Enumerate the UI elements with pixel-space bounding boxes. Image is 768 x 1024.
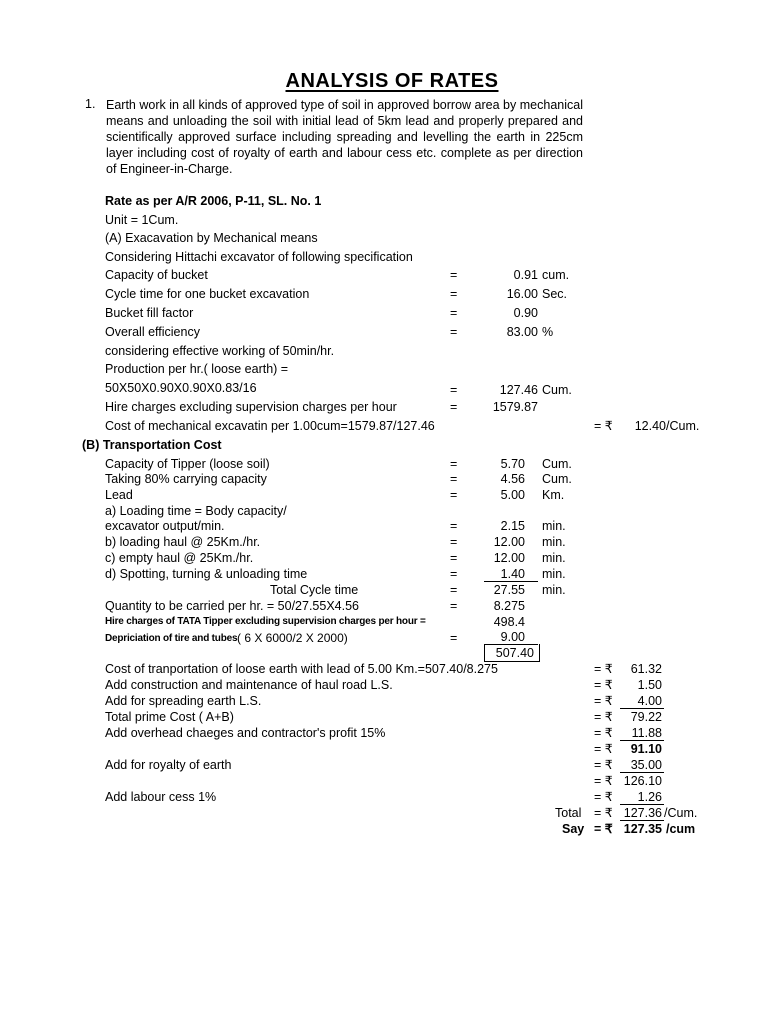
fill-factor-label: Bucket fill factor — [105, 306, 194, 320]
section-b-heading: (B) Transportation Cost — [82, 438, 222, 452]
hire-charges-label: Hire charges excluding supervision charges per hour — [105, 400, 397, 414]
efficiency-unit: % — [542, 325, 554, 339]
tata-hire-value: 498.4 — [493, 615, 525, 629]
overhead-value: 11.88 — [631, 726, 662, 740]
loading-time-label: a) Loading time = Body capacity/ — [105, 504, 287, 518]
equals-sign: = — [450, 583, 458, 597]
equals-sign: = — [450, 535, 458, 549]
total-cycle-value: 27.55 — [493, 583, 525, 597]
summary-rule — [620, 772, 664, 773]
total-unit: /Cum. — [664, 806, 698, 820]
transport-cost-label: Cost of tranportation of loose earth with lead of 5.00 Km.=507.40/8.275 — [105, 662, 498, 676]
bucket-capacity-value: 0.91 — [513, 268, 538, 282]
rupee-sign: = ₹ — [594, 678, 613, 692]
loading-time-label-2: excavator output/min. — [105, 519, 225, 533]
equals-sign: = — [450, 268, 458, 282]
equals-sign: = — [450, 519, 458, 533]
total-value: 127.36 — [623, 806, 662, 820]
bucket-capacity-unit: cum. — [542, 268, 570, 282]
tipper-capacity-value: 5.70 — [500, 457, 525, 471]
equals-sign: = — [450, 599, 458, 613]
hire-sum-value: 507.40 — [495, 646, 534, 660]
spreading-value: 4.00 — [637, 694, 662, 708]
rupee-sign: = ₹ — [594, 662, 613, 676]
haul-road-label: Add construction and maintenance of haul road L.S. — [105, 678, 393, 692]
item-number: 1. — [85, 97, 96, 111]
quantity-label: Quantity to be carried per hr. = 50/27.55X4.56 — [105, 599, 359, 613]
cycle-time-label: Cycle time for one bucket excavation — [105, 287, 310, 301]
royalty-value: 35.00 — [630, 758, 662, 772]
production-unit: Cum. — [542, 383, 572, 397]
haul-road-value: 1.50 — [637, 678, 662, 692]
spreading-label: Add for spreading earth L.S. — [105, 694, 262, 708]
overhead-label: Add overhead chaeges and contractor's profit 15% — [105, 726, 386, 740]
cycle-time-value: 16.00 — [506, 287, 538, 301]
efficiency-label: Overall efficiency — [105, 325, 200, 339]
equals-sign: = — [450, 472, 458, 486]
fill-factor-value: 0.90 — [513, 306, 538, 320]
cycle-sum-rule — [484, 581, 538, 582]
excavation-cost-label: Cost of mechanical excavatin per 1.00cum=1579.87/127.46 — [105, 419, 435, 433]
rupee-sign: = ₹ — [594, 419, 613, 433]
equals-sign: = — [450, 383, 458, 397]
depreciation-value: 9.00 — [500, 630, 525, 644]
equals-sign: = — [450, 400, 458, 414]
production-formula: 50X50X0.90X0.90X0.83/16 — [105, 381, 257, 395]
transport-cost-value: 61.32 — [630, 662, 662, 676]
rupee-sign: = ₹ — [594, 822, 613, 836]
excavation-cost-unit: /Cum. — [666, 419, 700, 433]
loading-time-unit: min. — [542, 519, 566, 533]
summary-rule — [620, 708, 664, 709]
rupee-sign: = ₹ — [594, 710, 613, 724]
page-title — [0, 70, 768, 93]
rupee-sign: = ₹ — [594, 742, 613, 756]
equals-sign: = — [450, 567, 458, 581]
equals-sign: = — [450, 306, 458, 320]
lead-label: Lead — [105, 488, 133, 502]
loading-haul-value: 12.00 — [493, 535, 525, 549]
depreciation-label: Depriciation of tire and tubes — [105, 633, 238, 644]
loading-haul-label: b) loading haul @ 25Km./hr. — [105, 535, 261, 549]
royalty-label: Add for royalty of earth — [105, 758, 232, 772]
excavation-cost-value: 12.40 — [634, 419, 666, 433]
bucket-capacity-label: Capacity of bucket — [105, 268, 208, 282]
production-value: 127.46 — [499, 383, 538, 397]
hire-charges-value: 1579.87 — [492, 400, 538, 414]
say-value: 127.35 — [623, 822, 662, 836]
rupee-sign: = ₹ — [594, 694, 613, 708]
tipper-capacity-label: Capacity of Tipper (loose soil) — [105, 457, 270, 471]
lead-value: 5.00 — [500, 488, 525, 502]
subtotal-2-value: 126.10 — [623, 774, 662, 788]
empty-haul-label: c) empty haul @ 25Km./hr. — [105, 551, 254, 565]
tata-hire-label: Hire charges of TATA Tipper excluding supervision charges per hour = — [105, 616, 426, 627]
equals-sign: = — [450, 325, 458, 339]
rate-reference: Rate as per A/R 2006, P-11, SL. No. 1 — [105, 194, 322, 208]
quantity-value: 8.275 — [493, 599, 525, 613]
rupee-sign: = ₹ — [594, 774, 613, 788]
subtotal-value: 91.10 — [630, 742, 662, 756]
say-label: Say — [562, 822, 585, 836]
say-unit: /cum — [666, 822, 696, 836]
item-description: Earth work in all kinds of approved type of soil in approved borrow area by mechanical means and unloading the soil with initial lead of 5km lead and properly prepared and scientifically approved surface including spreading and levelling the earth in 225cm layer including cost of royalty of earth and labour cess etc. complete as per direction of Engineer-in-Charge. — [106, 98, 583, 176]
equals-sign: = — [450, 488, 458, 502]
section-a-heading: (A) Exacavation by Mechanical means — [105, 231, 318, 245]
spotting-value: 1.40 — [500, 567, 525, 581]
section-a-intro: Considering Hittachi excavator of following specification — [105, 250, 413, 264]
carrying-capacity-value: 4.56 — [500, 472, 525, 486]
labour-cess-value: 1.26 — [637, 790, 662, 804]
empty-haul-unit: min. — [542, 551, 566, 565]
equals-sign: = — [450, 551, 458, 565]
carrying-capacity-unit: Cum. — [542, 472, 572, 486]
empty-haul-value: 12.00 — [493, 551, 525, 565]
lead-unit: Km. — [542, 488, 565, 502]
equals-sign: = — [450, 287, 458, 301]
rupee-sign: = ₹ — [594, 806, 613, 820]
spotting-unit: min. — [542, 567, 566, 581]
equals-sign: = — [450, 457, 458, 471]
rupee-sign: = ₹ — [594, 790, 613, 804]
labour-cess-label: Add labour cess 1% — [105, 790, 217, 804]
loading-haul-unit: min. — [542, 535, 566, 549]
depreciation-formula: ( 6 X 6000/2 X 2000) — [237, 631, 348, 645]
prime-cost-value: 79.22 — [630, 710, 662, 724]
efficiency-value: 83.00 — [506, 325, 538, 339]
unit-line: Unit = 1Cum. — [105, 213, 179, 227]
total-rule — [620, 820, 664, 821]
rupee-sign: = ₹ — [594, 758, 613, 772]
summary-rule — [620, 740, 664, 741]
total-label: Total — [555, 806, 582, 820]
total-cycle-label: Total Cycle time — [270, 583, 359, 597]
rupee-sign: = ₹ — [594, 726, 613, 740]
working-note: considering effective working of 50min/hr. — [105, 344, 335, 358]
production-label: Production per hr.( loose earth) = — [105, 362, 289, 376]
tipper-capacity-unit: Cum. — [542, 457, 572, 471]
loading-time-value: 2.15 — [500, 519, 525, 533]
carrying-capacity-label: Taking 80% carrying capacity — [105, 472, 267, 486]
total-cycle-unit: min. — [542, 583, 566, 597]
summary-rule — [620, 804, 664, 805]
cycle-time-unit: Sec. — [542, 287, 568, 301]
spotting-label: d) Spotting, turning & unloading time — [105, 567, 308, 581]
prime-cost-label: Total prime Cost ( A+B) — [105, 710, 234, 724]
title-text: ANALYSIS OF RATES — [285, 70, 499, 92]
equals-sign: = — [450, 631, 458, 645]
